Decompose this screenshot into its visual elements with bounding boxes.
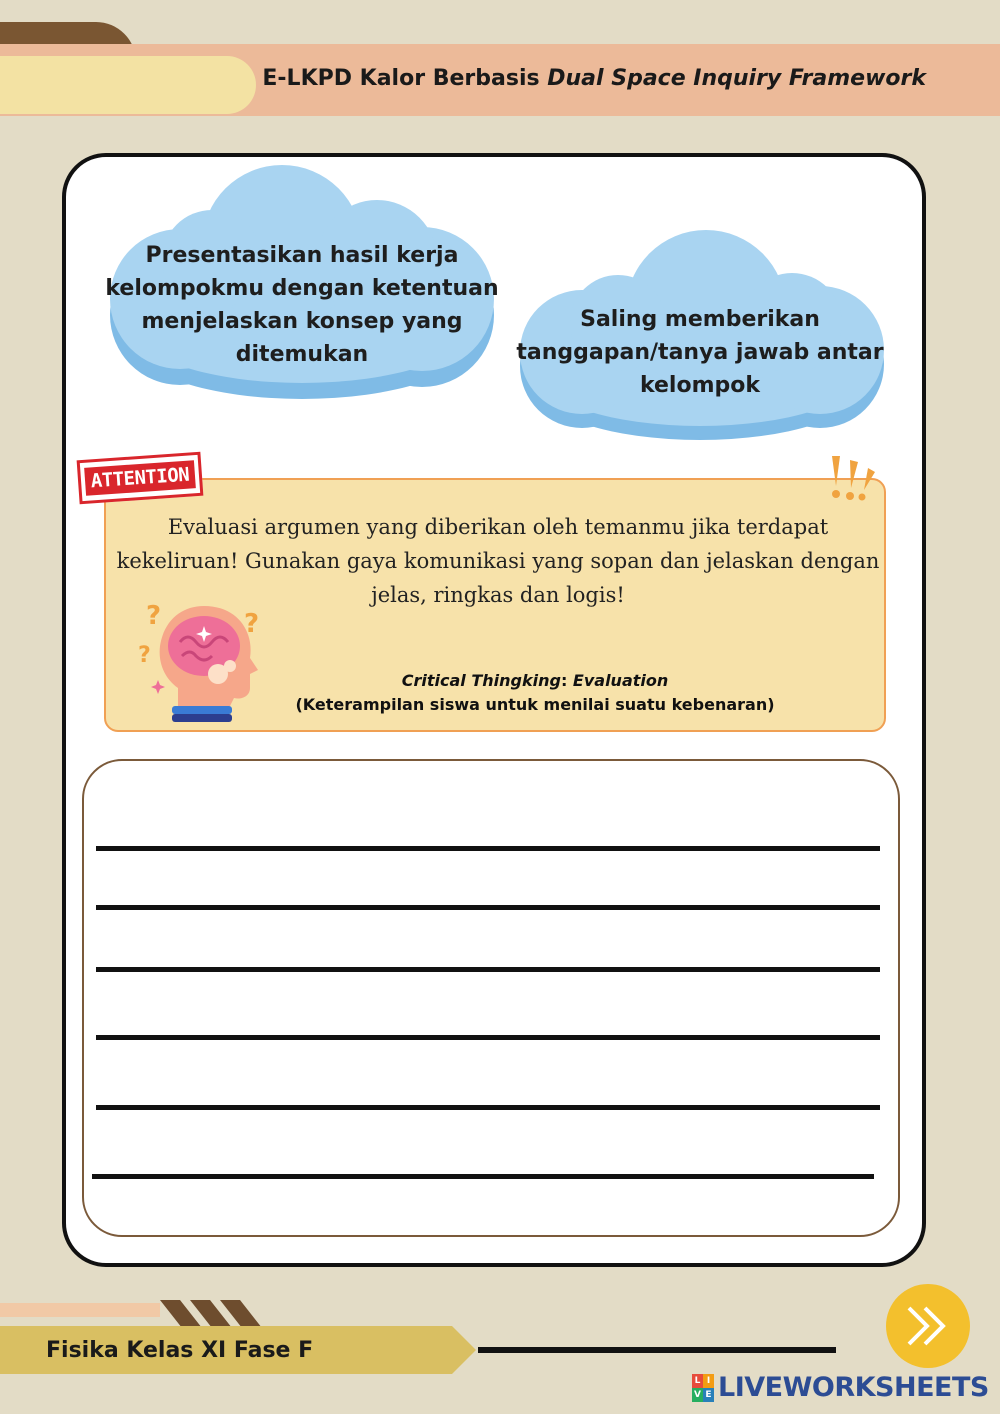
cloud-text-line: ditemukan [235, 342, 369, 367]
cloud-text-line: kelompok [639, 373, 761, 398]
answer-line [96, 1035, 880, 1040]
liveworksheets-logo [692, 1372, 989, 1403]
footer-divider [478, 1347, 836, 1353]
header-cream-tab [0, 56, 256, 114]
cloud-text-line: Presentasikan hasil kerja [145, 243, 459, 268]
thinking-brain-icon [130, 596, 270, 726]
double-chevron-right-icon [903, 1304, 953, 1348]
cloud-text-line: tanggapan/tanya jawab antar [516, 340, 884, 365]
footer-label: Fisika Kelas XI Fase F [46, 1338, 314, 1363]
answer-area[interactable] [82, 759, 900, 1237]
attention-line: kekeliruan! Gunakan gaya komunikasi yang sopan dan jelaskan dengan [116, 549, 880, 573]
cloud-text-line: menjelaskan konsep yang [141, 309, 463, 334]
critical-thinking-subtitle: (Keterampilan siswa untuk menilai suatu kebenaran) [295, 695, 775, 714]
footer-stripes [160, 1300, 270, 1330]
attention-line: jelas, ringkas dan logis! [371, 583, 625, 607]
answer-line [96, 905, 880, 910]
answer-line [96, 846, 880, 851]
answer-line [96, 967, 880, 972]
svg-text:?: ? [244, 609, 260, 639]
svg-text:?: ? [146, 601, 162, 631]
next-page-button[interactable] [886, 1284, 970, 1368]
cloud-text-line: kelompokmu dengan ketentuan [105, 276, 499, 301]
exclamation-icon [822, 452, 882, 504]
svg-text:?: ? [138, 643, 151, 668]
liveworksheets-brand: LIVEWORKSHEETS [718, 1372, 989, 1403]
cloud-text-line: Saling memberikan [580, 307, 820, 332]
attention-stamp [77, 452, 204, 505]
instruction-cloud-present [92, 165, 512, 410]
attention-line: Evaluasi argumen yang diberikan oleh temanmu jika terdapat [167, 515, 829, 539]
liveworksheets-icon: L I V E [692, 1374, 714, 1402]
answer-line [92, 1174, 874, 1179]
footer-peach-strip [0, 1303, 160, 1317]
page-title: E-LKPD Kalor Berbasis Dual Space Inquiry Framework [262, 66, 926, 91]
answer-line [96, 1105, 880, 1110]
instruction-cloud-respond [508, 228, 892, 450]
attention-label: ATTENTION [84, 460, 196, 496]
critical-thinking-title: Critical Thingking: Evaluation [401, 671, 669, 690]
